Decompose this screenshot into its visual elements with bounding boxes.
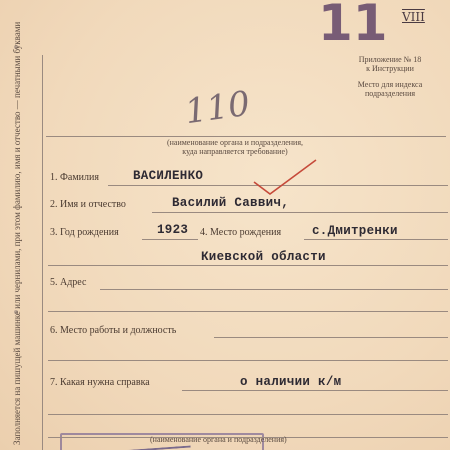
- year-line: [142, 239, 198, 240]
- archive-stamp-number: 11: [318, 0, 388, 52]
- name-value: Василий Саввич,: [172, 196, 290, 210]
- surname-value: ВАСИЛЕНКО: [133, 169, 204, 183]
- birthplace-line-2: [48, 265, 448, 266]
- address-line-2: [48, 311, 448, 312]
- organ-caption: [130, 139, 340, 157]
- reference-value: о наличии к/м: [240, 375, 342, 389]
- organ-caption-line-2: куда направляется требование): [182, 146, 288, 156]
- year-value: 1923: [157, 223, 189, 237]
- reference-line-1: [182, 390, 448, 391]
- name-line: [152, 212, 448, 213]
- reference-line-2: [48, 414, 448, 415]
- index-place-line-1: Место для индекса: [357, 80, 423, 89]
- index-place: [340, 81, 440, 99]
- birthplace-line-1: [304, 239, 448, 240]
- margin-line: [42, 55, 43, 450]
- year-label: 3. Год рождения: [50, 227, 119, 238]
- side-instruction: Заполняется на пишущей машинке или чернилами, при этом фамилию, имя и отчество — печатными буквами: [12, 21, 22, 445]
- work-label: 6. Место работы и должность: [50, 325, 177, 336]
- work-line-2: [48, 360, 448, 361]
- organ-line: [46, 136, 446, 137]
- surname-label: 1. Фамилия: [50, 172, 99, 183]
- birthplace-label: 4. Место рождения: [200, 227, 282, 238]
- red-check-mark: [250, 158, 320, 198]
- birthplace-value-line-2: Киевской области: [201, 250, 326, 264]
- bottom-caption: (наименование органа и подразделения): [150, 435, 287, 444]
- reference-label: 7. Какая нужна справка: [50, 377, 150, 388]
- birthplace-value-line-1: с.Дмитренки: [312, 224, 398, 238]
- work-line-1: [214, 337, 448, 338]
- annex-line-1: Приложение № 18: [358, 55, 422, 64]
- organ-caption-line-1: (наименование органа и подразделения,: [166, 138, 304, 147]
- name-label: 2. Имя и отчество: [50, 199, 126, 210]
- annex-line-2: к Инструкции: [366, 63, 414, 73]
- handwritten-number: 110: [182, 83, 253, 133]
- index-place-line-2: подразделения: [364, 88, 416, 98]
- annex-heading: [340, 56, 440, 74]
- address-label: 5. Адрес: [50, 277, 87, 288]
- address-line-1: [100, 289, 448, 290]
- archive-roman-mark: VIII: [402, 10, 425, 24]
